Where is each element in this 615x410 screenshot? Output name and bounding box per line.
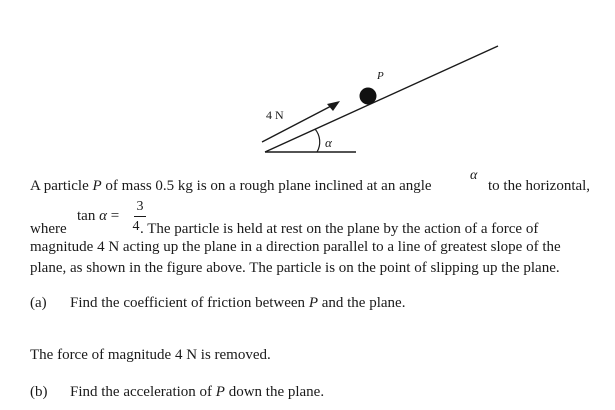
part-b-text-1: Find the acceleration of <box>70 384 216 400</box>
part-b-label: (b) <box>30 384 48 400</box>
part-a-P: P <box>308 295 318 311</box>
problem-line-4: plane, as shown in the figure above. The particle is on the point of slipping up the plane. <box>30 260 560 276</box>
angle-arc <box>315 129 320 152</box>
inclined-plane-figure <box>0 0 615 160</box>
fraction-bar <box>134 216 146 217</box>
force-arrow-head <box>327 101 340 111</box>
intro-particle-P: P <box>92 178 102 194</box>
part-a-text-1: Find the coefficient of friction between <box>70 295 309 311</box>
part-a-text-2: and the plane. <box>317 295 406 311</box>
fraction-denominator: 4 <box>132 219 140 234</box>
part-a-label: (a) <box>30 295 47 311</box>
alpha-symbol: α <box>470 168 478 183</box>
intro-text-2: of mass 0.5 kg is on a rough plane inclined at an angle <box>101 178 432 194</box>
particle-label: P <box>377 70 384 82</box>
intro-text-1: A particle <box>30 178 93 194</box>
part-b-question <box>70 383 324 401</box>
problem-line-3: magnitude 4 N acting up the plane in a direction parallel to a line of greatest slope of the <box>30 239 561 255</box>
part-b-P: P <box>215 384 225 400</box>
part-a-question <box>70 294 405 312</box>
problem-line-1 <box>30 177 432 195</box>
problem-line-2-rest: . The particle is held at rest on the plane by the action of a force of <box>140 221 539 237</box>
force-label: 4 N <box>266 108 284 122</box>
angle-label: α <box>325 135 332 150</box>
intro-text-3: to the horizontal, <box>488 178 591 194</box>
part-b-text-2: down the plane. <box>224 384 325 400</box>
equals-sign: = <box>110 208 120 224</box>
tan-text: tan <box>77 208 96 224</box>
fraction-numerator: 3 <box>136 199 144 214</box>
tan-alpha: α <box>99 208 107 224</box>
force-removed-text: The force of magnitude 4 N is removed. <box>30 347 271 363</box>
particle <box>360 88 377 105</box>
tan-expression <box>77 207 119 225</box>
where-word: where <box>30 221 67 237</box>
incline-line <box>265 46 498 152</box>
